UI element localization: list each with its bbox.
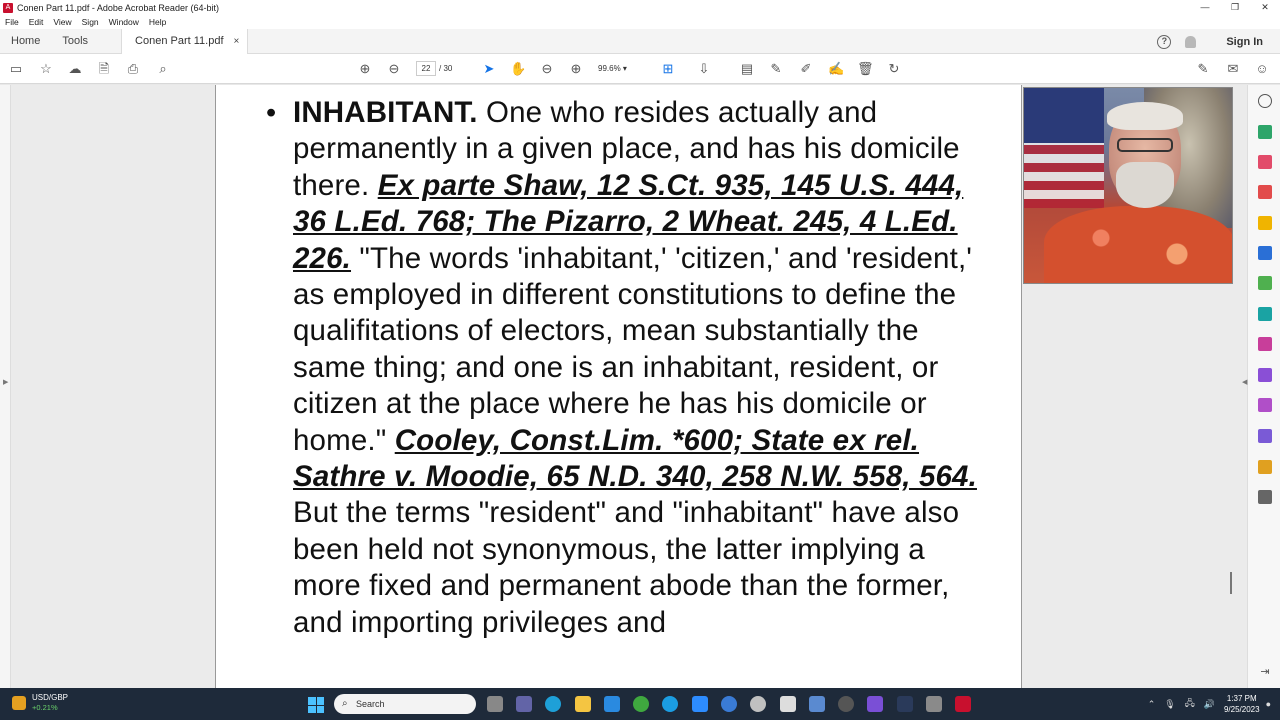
menu-view[interactable]: View (53, 17, 72, 27)
rotate-icon[interactable]: ↻ (888, 61, 900, 76)
presenter-beard (1116, 162, 1174, 208)
mail-app-icon[interactable] (721, 696, 737, 712)
menu-edit[interactable]: Edit (28, 17, 44, 27)
microphone-icon[interactable]: 🎙 (1164, 698, 1176, 709)
email-icon[interactable]: ✉ (1227, 61, 1239, 76)
notification-bell-icon[interactable] (1185, 36, 1196, 48)
zoom-app-icon[interactable] (692, 696, 708, 712)
more-tools-icon[interactable] (1258, 490, 1272, 504)
upload-cloud-icon[interactable]: ☁ (68, 61, 82, 76)
obs-icon[interactable] (750, 696, 766, 712)
comment-tool-icon[interactable] (1258, 216, 1272, 230)
menu-sign[interactable]: Sign (81, 17, 99, 27)
search-icon[interactable]: ⌕ (159, 61, 167, 76)
notification-center-icon[interactable]: ● (1265, 699, 1271, 709)
tab-document[interactable] (121, 29, 248, 54)
document-viewport[interactable] (0, 85, 1247, 688)
webcam-overlay (1023, 87, 1233, 284)
stock-symbol: USD/GBP (32, 693, 69, 702)
toolbar (0, 54, 1280, 84)
clock-date: 9/25/2023 (1223, 705, 1260, 714)
tab-home[interactable]: Home (11, 34, 41, 47)
media-player-icon[interactable] (838, 696, 854, 712)
search-placeholder: Search (356, 699, 385, 709)
chrome-icon[interactable] (633, 696, 649, 712)
presenter-hair (1107, 102, 1183, 130)
file-explorer-icon[interactable] (575, 696, 591, 712)
tab-tools[interactable]: Tools (62, 34, 89, 47)
menu-file[interactable]: File (5, 17, 19, 27)
definition-text-2: "The words 'inhabitant,' 'citizen,' and 'resident,' as employed in different constitutions to define the qualifitations of electors, mean substantially the same thing; and one is an inhabitant, resident, or citizen at the place where he has his domicile or home." (293, 241, 973, 457)
left-navigation-pane[interactable] (0, 85, 11, 688)
flag-canton (1024, 88, 1104, 143)
select-cursor-icon[interactable]: ➤ (483, 61, 495, 76)
volume-icon[interactable]: 🔊 (1203, 698, 1215, 709)
menu-window[interactable]: Window (108, 17, 139, 27)
tab-bar-actions (1157, 29, 1280, 54)
notepad-icon[interactable] (926, 696, 942, 712)
document-tab-label: Conen Part 11.pdf (135, 34, 224, 47)
next-page-icon[interactable]: ⊖ (388, 61, 400, 76)
menu-help[interactable]: Help (148, 17, 167, 27)
title-bar (0, 0, 1280, 15)
window-title: Conen Part 11.pdf - Adobe Acrobat Reader (64-bit) (17, 2, 219, 13)
share-user-icon[interactable]: ☺ (1255, 61, 1269, 76)
page-total: / 30 (439, 64, 453, 73)
store-icon[interactable] (604, 696, 620, 712)
panel-toggle-icon[interactable]: ⇥ (1260, 666, 1270, 678)
hand-tool-icon[interactable]: ✋ (510, 61, 527, 76)
task-view-icon[interactable] (487, 696, 503, 712)
collapse-panel-icon[interactable]: ◀ (1242, 379, 1248, 386)
network-icon[interactable]: 🖧 (1184, 698, 1195, 708)
zoom-value: 99.6% (598, 64, 621, 73)
presenter-shirt (1044, 206, 1233, 284)
save-icon[interactable]: ▭ (9, 61, 23, 76)
stock-widget[interactable] (12, 693, 68, 713)
windows-taskbar (0, 688, 1280, 720)
scan-ocr-icon[interactable] (1258, 307, 1272, 321)
protect-icon[interactable] (1258, 429, 1272, 443)
previous-page-icon[interactable]: ⊕ (359, 61, 371, 76)
zoom-out-icon[interactable]: ⊖ (541, 61, 553, 76)
acrobat-icon: A (3, 3, 13, 13)
calculator-icon[interactable] (780, 696, 796, 712)
citation-2: Cooley, Const.Lim. *600; State ex rel. Sathre v. Moodie, 65 N.D. 340, 258 N.W. 558, 564. (293, 423, 977, 494)
skype-icon[interactable] (545, 696, 561, 712)
video-editor-icon[interactable] (867, 696, 883, 712)
prepare-form-icon[interactable] (1258, 460, 1272, 474)
photo-app-icon[interactable] (897, 696, 913, 712)
export-pdf-icon[interactable] (1258, 125, 1272, 139)
acrobat-taskbar-icon[interactable] (955, 696, 971, 712)
highlight-pen-icon[interactable]: ✎ (770, 61, 782, 76)
help-icon[interactable]: ? (1157, 35, 1171, 49)
close-window-button[interactable]: ✕ (1261, 2, 1269, 12)
edge-icon[interactable] (662, 696, 678, 712)
definition-paragraph (293, 95, 993, 641)
window-controls (1190, 0, 1280, 15)
edit-pdf-icon[interactable]: ✎ (1197, 61, 1209, 76)
zoom-in-icon[interactable]: ⊕ (570, 61, 582, 76)
system-tray (1148, 688, 1280, 720)
stock-change: +0.21% (32, 703, 58, 712)
clock-time: 1:37 PM (1226, 694, 1257, 703)
stock-icon (12, 696, 26, 710)
definition-text-1: One who resides actually and permanently in a given place, and has his domicile there. (293, 96, 960, 202)
fit-page-icon[interactable]: ⊞ (662, 61, 674, 76)
camera-icon[interactable] (809, 696, 825, 712)
fill-sign-icon[interactable]: ✍ (828, 61, 845, 76)
minimize-button[interactable]: — (1200, 2, 1210, 12)
start-button-icon[interactable] (308, 697, 324, 713)
bookmark-star-icon[interactable]: ☆ (40, 61, 52, 76)
maximize-button[interactable]: ❐ (1230, 2, 1240, 12)
search-icon: ⌕ (342, 698, 348, 709)
pdf-page (215, 85, 1022, 688)
combine-files-icon[interactable] (1258, 246, 1272, 260)
definition-term: INHABITANT. (293, 96, 478, 129)
comment-icon[interactable]: ▤ (740, 61, 754, 76)
fill-and-sign-icon[interactable] (1258, 337, 1272, 351)
vertical-scrollbar-thumb[interactable] (1230, 572, 1232, 594)
compress-pdf-icon[interactable] (1258, 276, 1272, 290)
taskbar-search-box[interactable] (334, 694, 476, 714)
clock[interactable] (1224, 693, 1260, 715)
tab-bar (0, 29, 1280, 54)
menu-bar (0, 15, 1280, 29)
presenter-glasses (1117, 138, 1173, 152)
right-tools-panel (1242, 85, 1280, 688)
zoom-tool-icon[interactable] (1258, 94, 1272, 108)
create-pdf-tool-icon[interactable] (1258, 185, 1272, 199)
draw-icon[interactable]: ✐ (800, 61, 812, 76)
organize-pages-icon[interactable] (1258, 155, 1272, 169)
teams-icon[interactable] (516, 696, 532, 712)
sign-in-button[interactable]: Sign In (1226, 35, 1263, 48)
definition-text-3: But the terms "resident" and "inhabitant" have also been held not synonymous, the latter implying a more fixed and permanent abode than the former, and importing privileges and (293, 496, 960, 639)
print-icon[interactable]: ⎙ (127, 61, 139, 76)
create-pdf-icon[interactable]: 🗎 (98, 61, 110, 76)
delete-icon[interactable]: 🗑 (857, 61, 874, 76)
show-hidden-icons-icon[interactable]: ⌃ (1147, 698, 1156, 709)
close-tab-icon[interactable]: × (233, 35, 240, 47)
zoom-level-dropdown[interactable]: 99.6% ▾ (598, 64, 627, 73)
page-number-input[interactable]: 22 (416, 61, 436, 76)
citation-1: Ex parte Shaw, 12 S.Ct. 935, 145 U.S. 444, 36 L.Ed. 768; The Pizarro, 2 Wheat. 245, 4 L.Ed. 226. (293, 168, 964, 275)
scroll-mode-icon[interactable]: ⇩ (698, 61, 710, 76)
request-signature-icon[interactable] (1258, 398, 1272, 412)
bullet-point: • (266, 97, 277, 129)
edit-pdf-tool-icon[interactable] (1258, 368, 1272, 382)
expand-left-pane-icon[interactable]: ▶ (3, 379, 9, 386)
